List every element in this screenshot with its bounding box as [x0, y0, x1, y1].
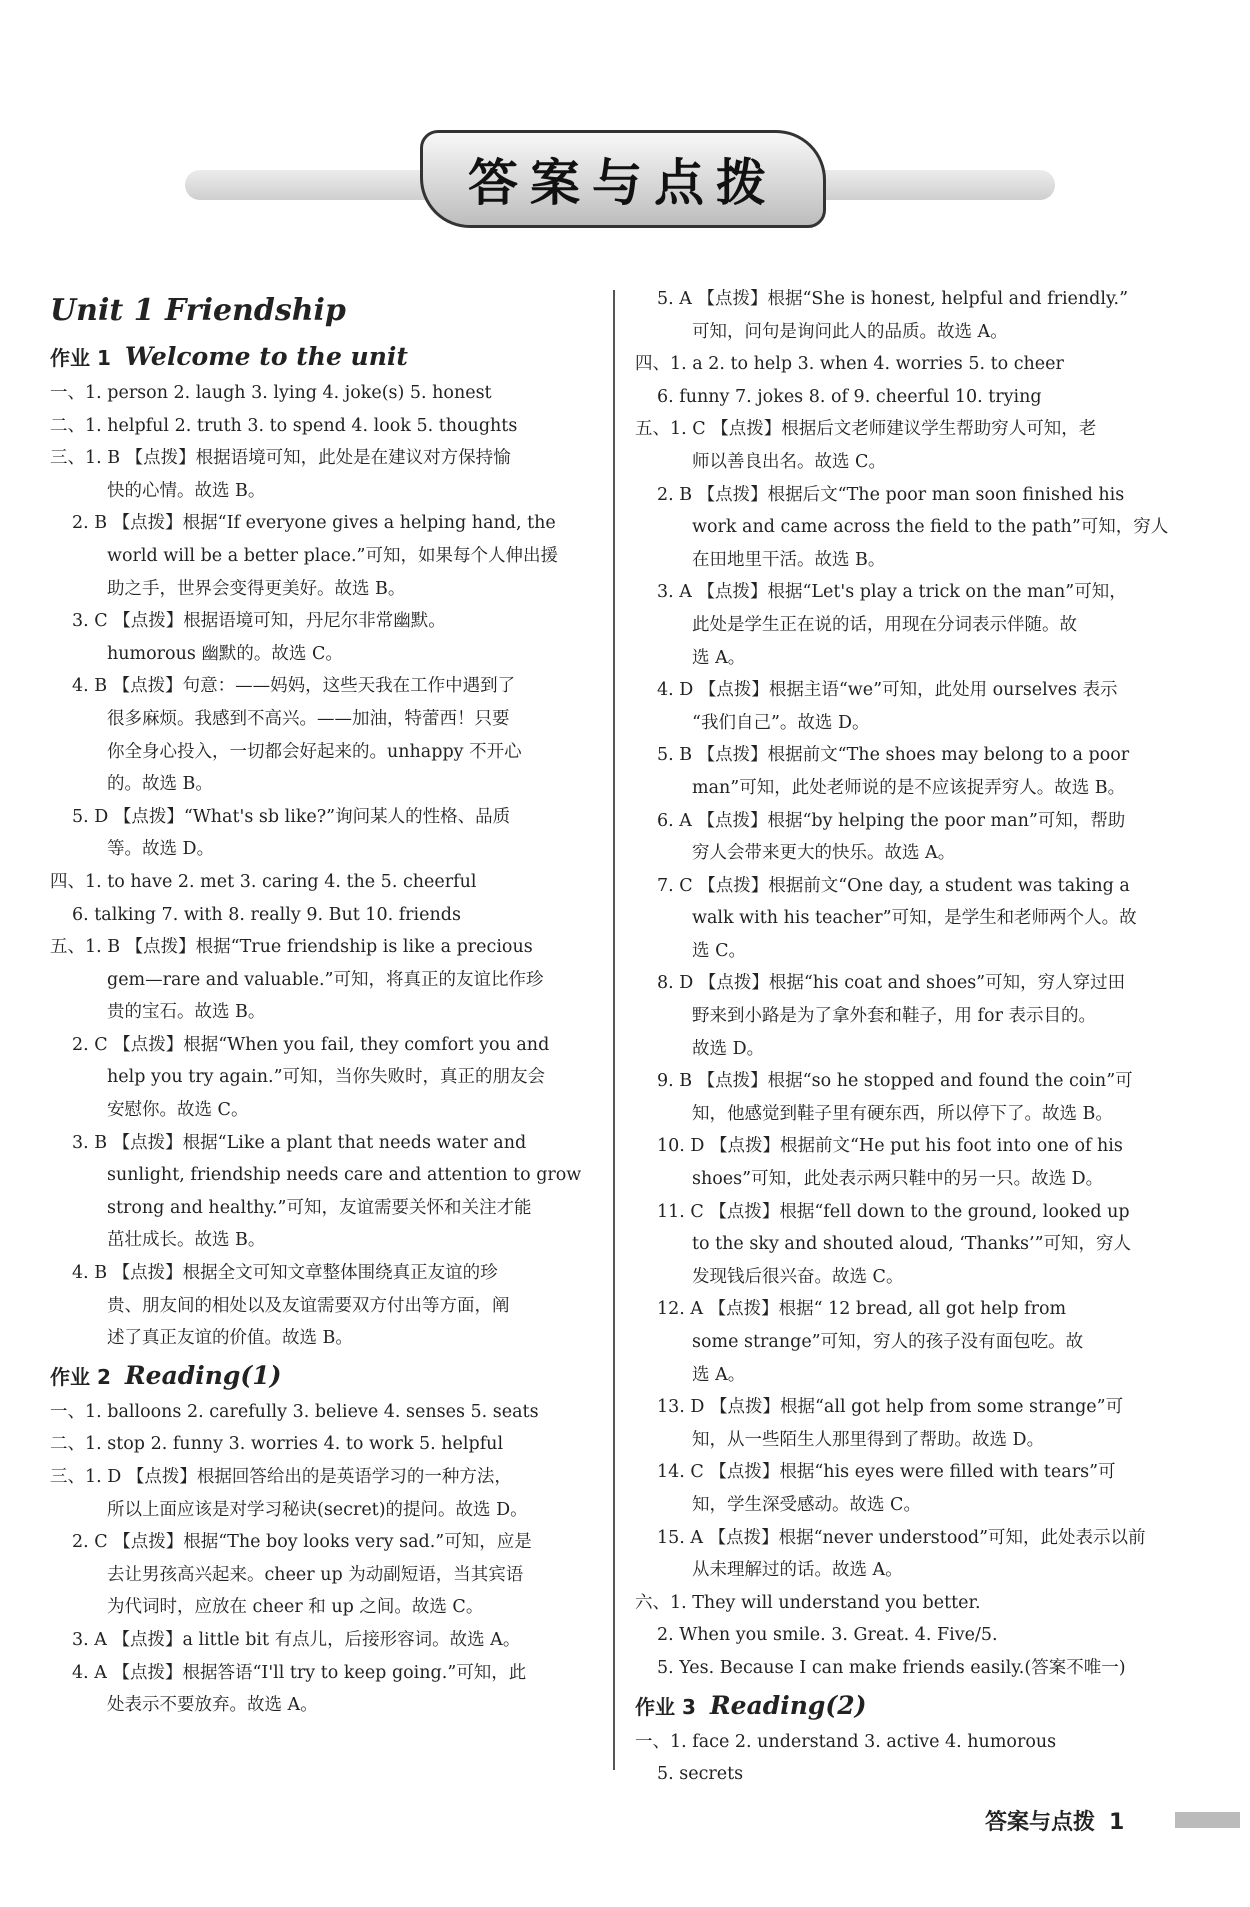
answer-line: 10. D 【点拨】根据前文“He put his foot into one of his	[657, 1136, 1123, 1157]
answer-line: 可知，问句是询问此人的品质。故选 A。	[692, 321, 1008, 342]
answer-line: 选 A。	[692, 1364, 746, 1385]
answer-line: 从未理解过的话。故选 A。	[692, 1560, 903, 1581]
answer-line: 2. B 【点拨】根据后文“The poor man soon finished his	[657, 484, 1125, 505]
banner-box	[420, 130, 826, 228]
page-footer	[985, 1805, 1124, 1836]
banner-bar-left	[185, 170, 440, 200]
answer-line: 3. A 【点拨】a little bit 有点儿，后接形容词。故选 A。	[72, 1629, 521, 1650]
answer-line: 为代词时，应放在 cheer 和 up 之间。故选 C。	[107, 1597, 484, 1618]
answer-line: 四、1. a 2. to help 3. when 4. worries 5. to cheer	[635, 354, 1064, 375]
answer-line: “我们自己”。故选 D。	[692, 712, 870, 733]
answer-line: 4. D 【点拨】根据主语“we”可知，此处用 ourselves 表示	[657, 680, 1118, 701]
answer-line: 2. C 【点拨】根据“The boy looks very sad.”可知，应是	[72, 1532, 532, 1553]
answer-line: 去让男孩高兴起来。cheer up 为动副短语，当其宾语	[107, 1564, 524, 1585]
answer-line: 的。故选 B。	[107, 774, 213, 795]
answer-line: walk with his teacher”可知，是学生和老师两个人。故	[692, 908, 1137, 929]
answer-line: 助之手，世界会变得更美好。故选 B。	[107, 578, 406, 599]
answer-line: 所以上面应该是对学习秘诀(secret)的提问。故选 D。	[107, 1499, 528, 1520]
answer-line: 六、1. They will understand you better.	[635, 1592, 981, 1613]
right-column	[635, 283, 1185, 1791]
footer-bar	[1175, 1812, 1240, 1828]
homework-heading	[50, 342, 600, 371]
answer-line: 贵的宝石。故选 B。	[107, 1002, 266, 1023]
answer-line: 3. B 【点拨】根据“Like a plant that needs water and	[72, 1132, 527, 1153]
unit-title: Unit 1 Friendship	[50, 293, 346, 328]
homework-title: Reading(1)	[124, 1360, 282, 1390]
answer-line: 安慰你。故选 C。	[107, 1100, 249, 1121]
answer-line: strong and healthy.”可知，友谊需要关怀和关注才能	[107, 1197, 532, 1218]
answer-line: 2. B 【点拨】根据“If everyone gives a helping hand, the	[72, 513, 556, 534]
footer-label: 答案与点拨	[985, 1810, 1096, 1835]
answer-line: 一、1. balloons 2. carefully 3. believe 4. senses 5. seats	[50, 1401, 539, 1422]
answer-line: world will be a better place.”可知，如果每个人伸出援	[107, 545, 559, 566]
answer-line: 处表示不要放弃。故选 A。	[107, 1695, 318, 1716]
page-title: 答案与点拨	[468, 154, 778, 212]
answer-line: 选 C。	[692, 940, 746, 961]
homework-tag: 作业 2	[50, 1364, 111, 1389]
homework-tag: 作业 1	[50, 346, 111, 370]
answer-line: 选 A。	[692, 647, 746, 668]
answer-line: help you try again.”可知，当你失败时，真正的朋友会	[107, 1067, 546, 1088]
homework-tag: 作业 3	[635, 1694, 696, 1719]
answer-line: to the sky and shouted aloud, ‘Thanks’”可知，穷人	[692, 1234, 1132, 1255]
answer-line: 师以善良出名。故选 C。	[692, 451, 886, 472]
homework-heading	[50, 1361, 600, 1390]
answer-line: 3. A 【点拨】根据“Let's play a trick on the man”可知，	[657, 582, 1127, 603]
answer-line: 贵、朋友间的相处以及友谊需要双方付出等方面，阐	[107, 1295, 510, 1316]
answer-line: 5. A 【点拨】根据“She is honest, helpful and friendly.”	[657, 289, 1129, 309]
answer-line: 6. funny 7. jokes 8. of 9. cheerful 10. trying	[657, 386, 1042, 407]
answer-line: sunlight, friendship needs care and attention to grow	[107, 1165, 582, 1186]
answer-line: 5. B 【点拨】根据前文“The shoes may belong to a poor	[657, 745, 1130, 766]
answer-line: man”可知，此处老师说的是不应该捉弄穷人。故选 B。	[692, 777, 1126, 798]
answer-line: 7. C 【点拨】根据前文“One day, a student was taking a	[657, 875, 1130, 896]
answer-line: 5. Yes. Because I can make friends easily.(答案不唯一)	[657, 1657, 1126, 1678]
answer-line: 4. A 【点拨】根据答语“I'll try to keep going.”可知，此	[72, 1662, 527, 1683]
answer-line: humorous 幽默的。故选 C。	[107, 643, 343, 664]
answer-line: some strange”可知，穷人的孩子没有面包吃。故	[692, 1332, 1084, 1352]
answer-line: 一、1. face 2. understand 3. active 4. humorous	[635, 1731, 1057, 1752]
answer-line: 11. C 【点拨】根据“fell down to the ground, looked up	[657, 1201, 1130, 1222]
answer-line: 14. C 【点拨】根据“his eyes were filled with tears”可	[657, 1462, 1116, 1483]
column-divider	[613, 290, 615, 1770]
answer-line: 等。故选 D。	[107, 839, 215, 860]
answer-line: 述了真正友谊的价值。故选 B。	[107, 1328, 353, 1349]
answer-line: 四、1. to have 2. met 3. caring 4. the 5. cheerful	[50, 871, 477, 892]
answer-line: 很多麻烦。我感到不高兴。——加油，特蕾西！只要	[107, 708, 510, 729]
answer-line: 8. D 【点拨】根据“his coat and shoes”可知，穷人穿过田	[657, 973, 1126, 994]
answer-line: 三、1. B 【点拨】根据语境可知，此处是在建议对方保持愉	[50, 448, 511, 469]
answer-line: 3. C 【点拨】根据语境可知，丹尼尔非常幽默。	[72, 611, 446, 632]
answer-line: 发现钱后很兴奋。故选 C。	[692, 1266, 904, 1287]
answer-line: 你全身心投入，一切都会好起来的。unhappy 不开心	[107, 741, 522, 762]
answer-line: 6. talking 7. with 8. really 9. But 10. friends	[72, 904, 461, 925]
answer-line: 在田地里干活。故选 B。	[692, 549, 886, 570]
answer-line: 五、1. B 【点拨】根据“True friendship is like a precious	[50, 937, 533, 958]
answer-line: 15. A 【点拨】根据“never understood”可知，此处表示以前	[657, 1527, 1146, 1548]
title-banner	[0, 130, 1250, 240]
answer-line: 一、1. person 2. laugh 3. lying 4. joke(s) 5. honest	[50, 383, 492, 403]
answer-line: 知，学生深受感动。故选 C。	[692, 1494, 921, 1515]
homework-heading	[635, 1691, 1185, 1720]
answer-line: 2. C 【点拨】根据“When you fail, they comfort you and	[72, 1034, 550, 1055]
answer-line: gem—rare and valuable.”可知，将真正的友谊比作珍	[107, 969, 544, 990]
answer-line: 茁壮成长。故选 B。	[107, 1230, 266, 1251]
answer-line: 三、1. D 【点拨】根据回答给出的是英语学习的一种方法，	[50, 1467, 512, 1487]
answer-line: 9. B 【点拨】根据“so he stopped and found the coin”可	[657, 1071, 1133, 1092]
answer-line: 6. A 【点拨】根据“by helping the poor man”可知，帮助	[657, 810, 1126, 831]
answer-line: 2. When you smile. 3. Great. 4. Five/5.	[657, 1625, 998, 1646]
answer-line: 4. B 【点拨】根据全文可知文章整体围绕真正友谊的珍	[72, 1263, 498, 1284]
homework-title: Reading(2)	[709, 1690, 867, 1720]
left-column	[50, 283, 600, 1722]
answer-line: 五、1. C 【点拨】根据后文老师建议学生帮助穷人可知，老	[635, 419, 1097, 440]
answer-line: 野来到小路是为了拿外套和鞋子，用 for 表示目的。	[692, 1006, 1097, 1027]
answer-line: work and came across the field to the path”可知，穷人	[692, 517, 1169, 538]
answer-line: 故选 D。	[692, 1038, 765, 1059]
answer-line: 知，他感觉到鞋子里有硬东西，所以停下了。故选 B。	[692, 1103, 1113, 1124]
answer-line: 二、1. helpful 2. truth 3. to spend 4. look 5. thoughts	[50, 415, 518, 436]
answer-line: 5. secrets	[657, 1764, 744, 1785]
answer-line: 12. A 【点拨】根据“ 12 bread, all got help from	[657, 1299, 1067, 1320]
answer-line: 穷人会带来更大的快乐。故选 A。	[692, 843, 956, 864]
answer-line: 快的心情。故选 B。	[107, 480, 266, 501]
answer-line: 5. D 【点拨】“What's sb like?”询问某人的性格、品质	[72, 806, 511, 827]
answer-line: 13. D 【点拨】根据“all got help from some strange”可	[657, 1397, 1124, 1418]
banner-bar-right	[805, 170, 1055, 200]
answer-line: 4. B 【点拨】句意：——妈妈，这些天我在工作中遇到了	[72, 676, 516, 697]
answer-line: shoes”可知，此处表示两只鞋中的另一只。故选 D。	[692, 1169, 1104, 1190]
answer-line: 此处是学生正在说的话，用现在分词表示伴随。故	[692, 614, 1077, 635]
homework-title: Welcome to the unit	[124, 342, 408, 371]
answer-line: 二、1. stop 2. funny 3. worries 4. to work 5. helpful	[50, 1434, 504, 1455]
page-number: 1	[1109, 1810, 1125, 1835]
answer-line: 知，从一些陌生人那里得到了帮助。故选 D。	[692, 1429, 1045, 1450]
